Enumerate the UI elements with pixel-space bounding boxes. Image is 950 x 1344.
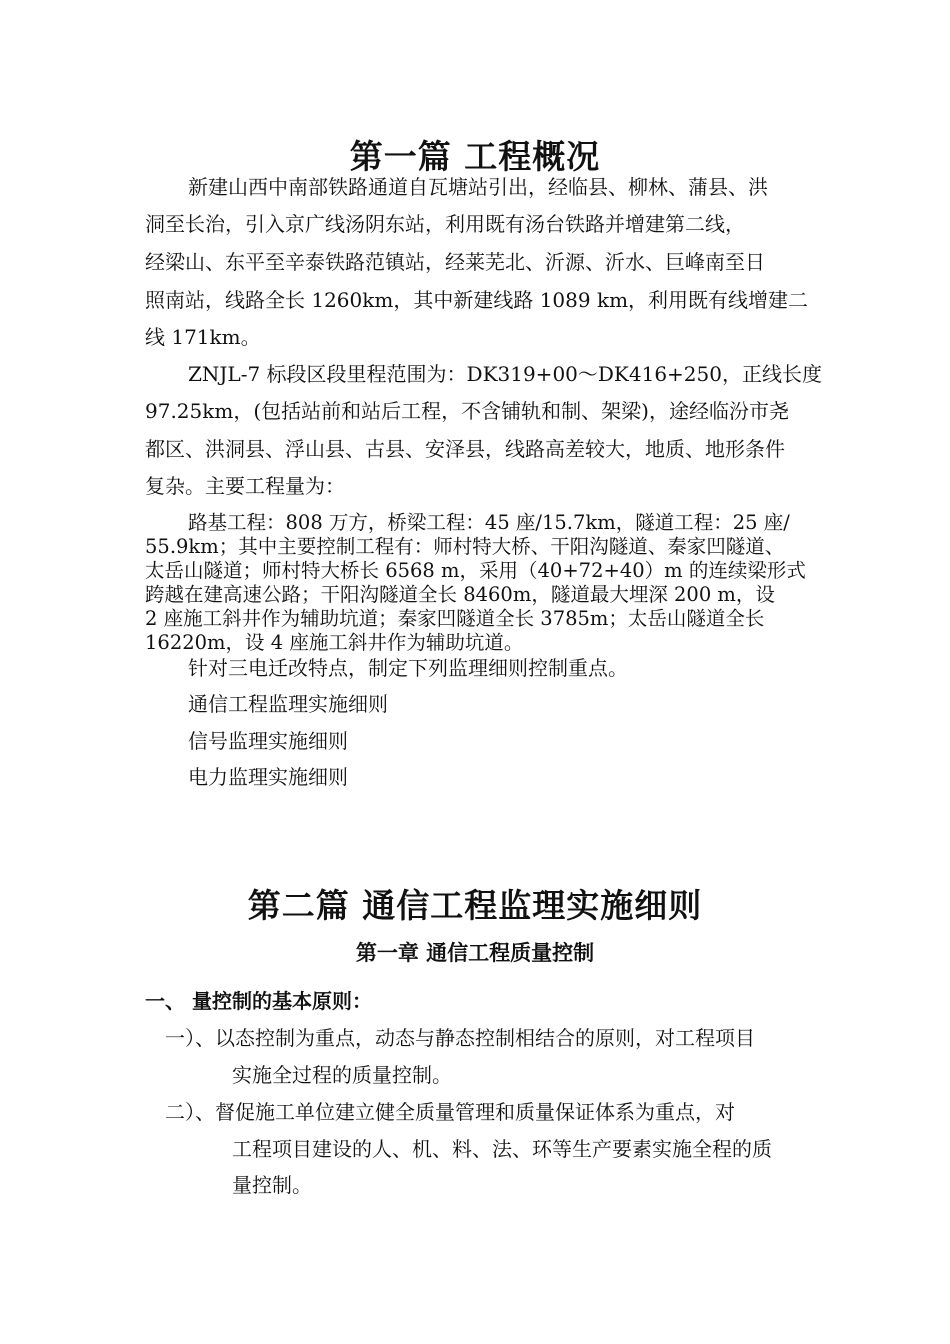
paragraph-line: ZNJL-7 标段区段里程范围为：DK319+00～DK416+250，正线长度	[188, 362, 822, 386]
paragraph-line: 工程项目建设的人、机、料、法、环等生产要素实施全程的质	[232, 1137, 772, 1161]
list-item: 信号监理实施细则	[188, 729, 348, 753]
chapter-title: 第一章 通信工程质量控制	[355, 941, 595, 965]
paragraph-line: 新建山西中南部铁路通道自瓦塘站引出，经临县、柳林、蒲县、洪	[188, 175, 768, 199]
paragraph-line: 洞至长治，引入京广线汤阴东站，利用既有汤台铁路并增建第二线，	[145, 212, 745, 236]
paragraph-line: 跨越在建高速公路；干阳沟隧道全长 8460m，隧道最大埋深 200 m，设	[145, 583, 775, 606]
paragraph-line: 16220m，设 4 座施工斜井作为辅助坑道。	[145, 631, 524, 654]
paragraph-line: 复杂。主要工程量为：	[145, 474, 345, 498]
list-item: 电力监理实施细则	[188, 765, 348, 789]
paragraph-line: 线 171km。	[145, 325, 261, 349]
paragraph-line: 路基工程：808 万方，桥梁工程：45 座/15.7km，隧道工程：25 座/	[188, 511, 790, 534]
paragraph-line: 一）、以态控制为重点，动态与静态控制相结合的原则，对工程项目	[165, 1026, 755, 1050]
paragraph-line: 量控制。	[232, 1173, 312, 1197]
list-item: 通信工程监理实施细则	[188, 692, 388, 716]
paragraph-line: 针对三电迁改特点，制定下列监理细则控制重点。	[188, 656, 628, 680]
paragraph-line: 55.9km；其中主要控制工程有：师村特大桥、干阳沟隧道、秦家凹隧道、	[145, 535, 785, 558]
paragraph-line: 实施全过程的质量控制。	[232, 1063, 452, 1087]
section-heading: 一、 量控制的基本原则：	[145, 989, 372, 1013]
paragraph-line: 太岳山隧道；师村特大桥长 6568 m，采用（40+72+40）m 的连续梁形式	[145, 559, 806, 582]
paragraph-line: 都区、洪洞县、浮山县、古县、安泽县，线路高差较大，地质、地形条件	[145, 437, 785, 461]
paragraph-line: 97.25km，(包括站前和站后工程，不含铺轨和制、架梁)，途经临汾市尧	[145, 399, 789, 423]
paragraph-line: 二）、督促施工单位建立健全质量管理和质量保证体系为重点，对	[165, 1100, 735, 1124]
paragraph-line: 经梁山、东平至辛泰铁路范镇站，经莱芜北、沂源、沂水、巨峰南至日	[145, 250, 765, 274]
paragraph-line: 2 座施工斜井作为辅助坑道；秦家凹隧道全长 3785m；太岳山隧道全长	[145, 607, 765, 630]
part2-title: 第二篇 通信工程监理实施细则	[247, 886, 703, 925]
paragraph-line: 照南站，线路全长 1260km，其中新建线路 1089 km，利用既有线增建二	[145, 288, 809, 312]
part1-title: 第一篇 工程概况	[349, 137, 601, 176]
